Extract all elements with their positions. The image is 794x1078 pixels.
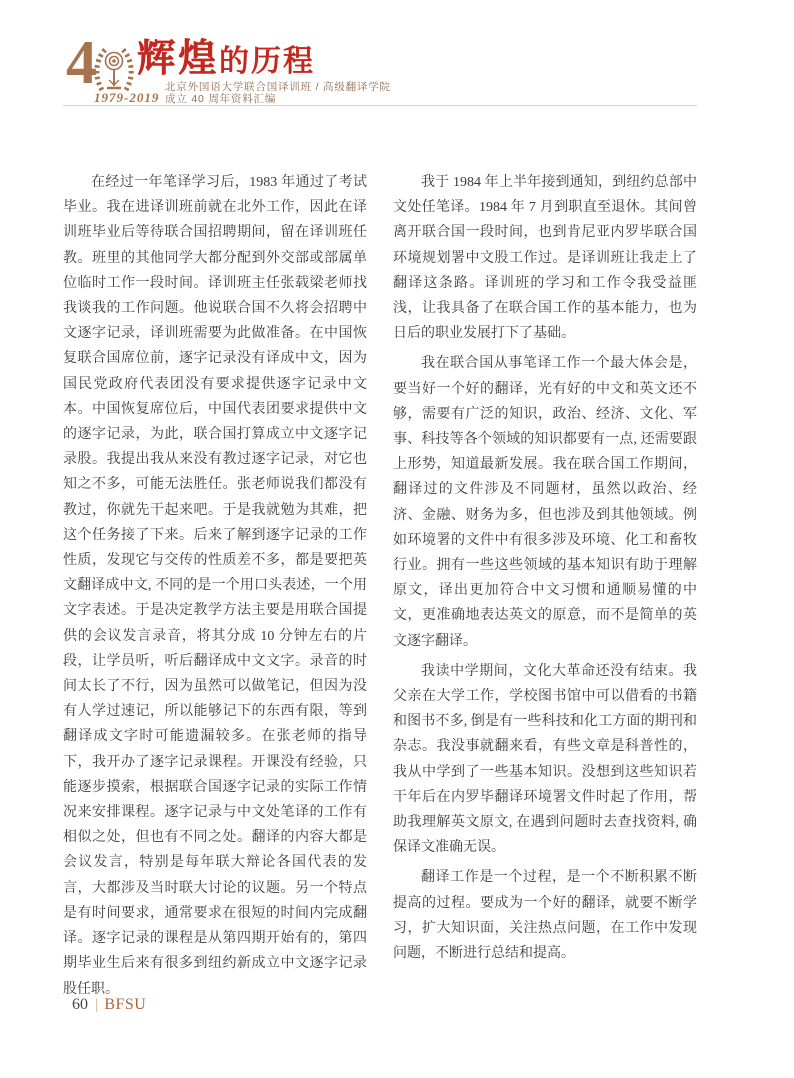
left-column [63, 170, 367, 1002]
title-rest-text: 的历程 [219, 45, 316, 78]
header-divider [63, 105, 697, 106]
logo-years-label: 1979-2019 [94, 90, 160, 105]
article-paragraph: 我读中学期间，文化大革命还没有结束。我父亲在大学工作，学校图书馆中可以借看的书籍和图书不多, 倒是有一些科技和化工方面的期刊和杂志。我没事就翻来看，有些文章是科普性的，我从中学到了一些基本知识。没想到这些知识若干年后在内罗毕翻译环境署文件时起了作用，帮助我理解英文原文, 在遇到问题时去查找资料, 确保译文准确无误。 [393, 663, 697, 856]
title-calligraphy-text: 辉煌 [137, 38, 220, 80]
footer-brand-bfsu: BFSU [104, 996, 147, 1013]
article-body [63, 170, 697, 1002]
article-paragraph: 我在联合国从事笔译工作一个最大体会是，要当好一个好的翻译，光有好的中文和英文还不够，需要有广泛的知识，政治、经济、文化、军事、科技等各个领域的知识都要有一点, 还需要跟上形势，知道最新发展。我在联合国工作期间，翻译过的文件涉及不同题材，虽然以政治、经济、金融、财务为多，但也涉及到其他领域。例如环境署的文件中有很多涉及环境、化工和畜牧行业。拥有一些这些领域的基本知识有助于理解原文，译出更加符合中文习惯和通顺易懂的中文，更准确地表达英文的原意，而不是简单的英文逐字翻译。 [393, 356, 697, 649]
footer-separator: | [95, 997, 99, 1013]
page-title [137, 40, 315, 78]
article-paragraph: 翻译工作是一个过程，是一个不断积累不断提高的过程。要成为一个好的翻译，就要不断学习，扩大知识面，关注热点问题，在工作中发现问题，不断进行总结和提高。 [393, 870, 697, 962]
right-column [393, 170, 697, 1002]
page-number: 60 [72, 996, 88, 1013]
page-footer [72, 996, 146, 1014]
subtitle-institution: 北京外国语大学联合国译训班 / 高级翻译学院 [165, 81, 391, 93]
article-paragraph: 在经过一年笔译学习后，1983 年通过了考试毕业。我在进译训班前就在北外工作，因此在译训班毕业后等待联合国招聘期间，留在译训班任教。班里的其他同学大都分配到外交部或部属单位临时工作一段时间。译训班主任张载梁老师找我谈我的工作问题。他说联合国不久将会招聘中文逐字记录，译训班需要为此做准备。在中国恢复联合国席位前，逐字记录没有译成中文，因为国民党政府代表团没有要求提供逐字记录中文本。中国恢复席位后，中国代表团要求提供中文的逐字记录，为此，联合国打算成立中文逐字记录股。我提出我从来没有教过逐字记录，对它也知之不多，可能无法胜任。张老师说我们都没有教过，你就先干起来吧。于是我就勉为其难，把这个任务接了下来。后来了解到逐字记录的工作性质，发现它与交传的性质差不多，都是要把英文翻译成中文, 不同的是一个用口头表述，一个用文字表述。于是决定教学方法主要是用联合国提供的会议发言录音，将其分成 10 分钟左右的片段，让学员听，听后翻译成中文文字。录音的时间太长了不行，因为虽然可以做笔记，但因为没有人学过速记，所以能够记下的东西有限，等到翻译成文字时可能遗漏较多。在张老师的指导下，我开办了逐字记录课程。开课没有经验，只能逐步摸索，根据联合国逐字记录的实际工作情况来安排课程。逐字记录与中文处笔译的工作有相似之处，但也有不同之处。翻译的内容大都是会议发言，特别是每年联大辩论各国代表的发言，大都涉及当时联大讨论的议题。另一个特点是有时间要求，通常要求在很短的时间内完成翻译。逐字记录的课程是从第四期开始有的，第四期毕业生后来有很多到纽约新成立中文逐字记录股任职。 [63, 175, 367, 997]
subtitle-anniversary: 成立 40 周年资料汇编 [165, 93, 277, 105]
logo-number-4: 4 [66, 29, 95, 97]
article-paragraph: 我于 1984 年上半年接到通知，到纽约总部中文处任笔译。1984 年 7 月到职直至退休。其间曾离开联合国一段时间，也到肯尼亚内罗毕联合国环境规划署中文股工作过。是译训班让我走上了翻译这条路。译训班的学习和工作令我受益匪浅，让我具备了在联合国工作的基本能力，也为日后的职业发展打下了基础。 [393, 175, 697, 342]
